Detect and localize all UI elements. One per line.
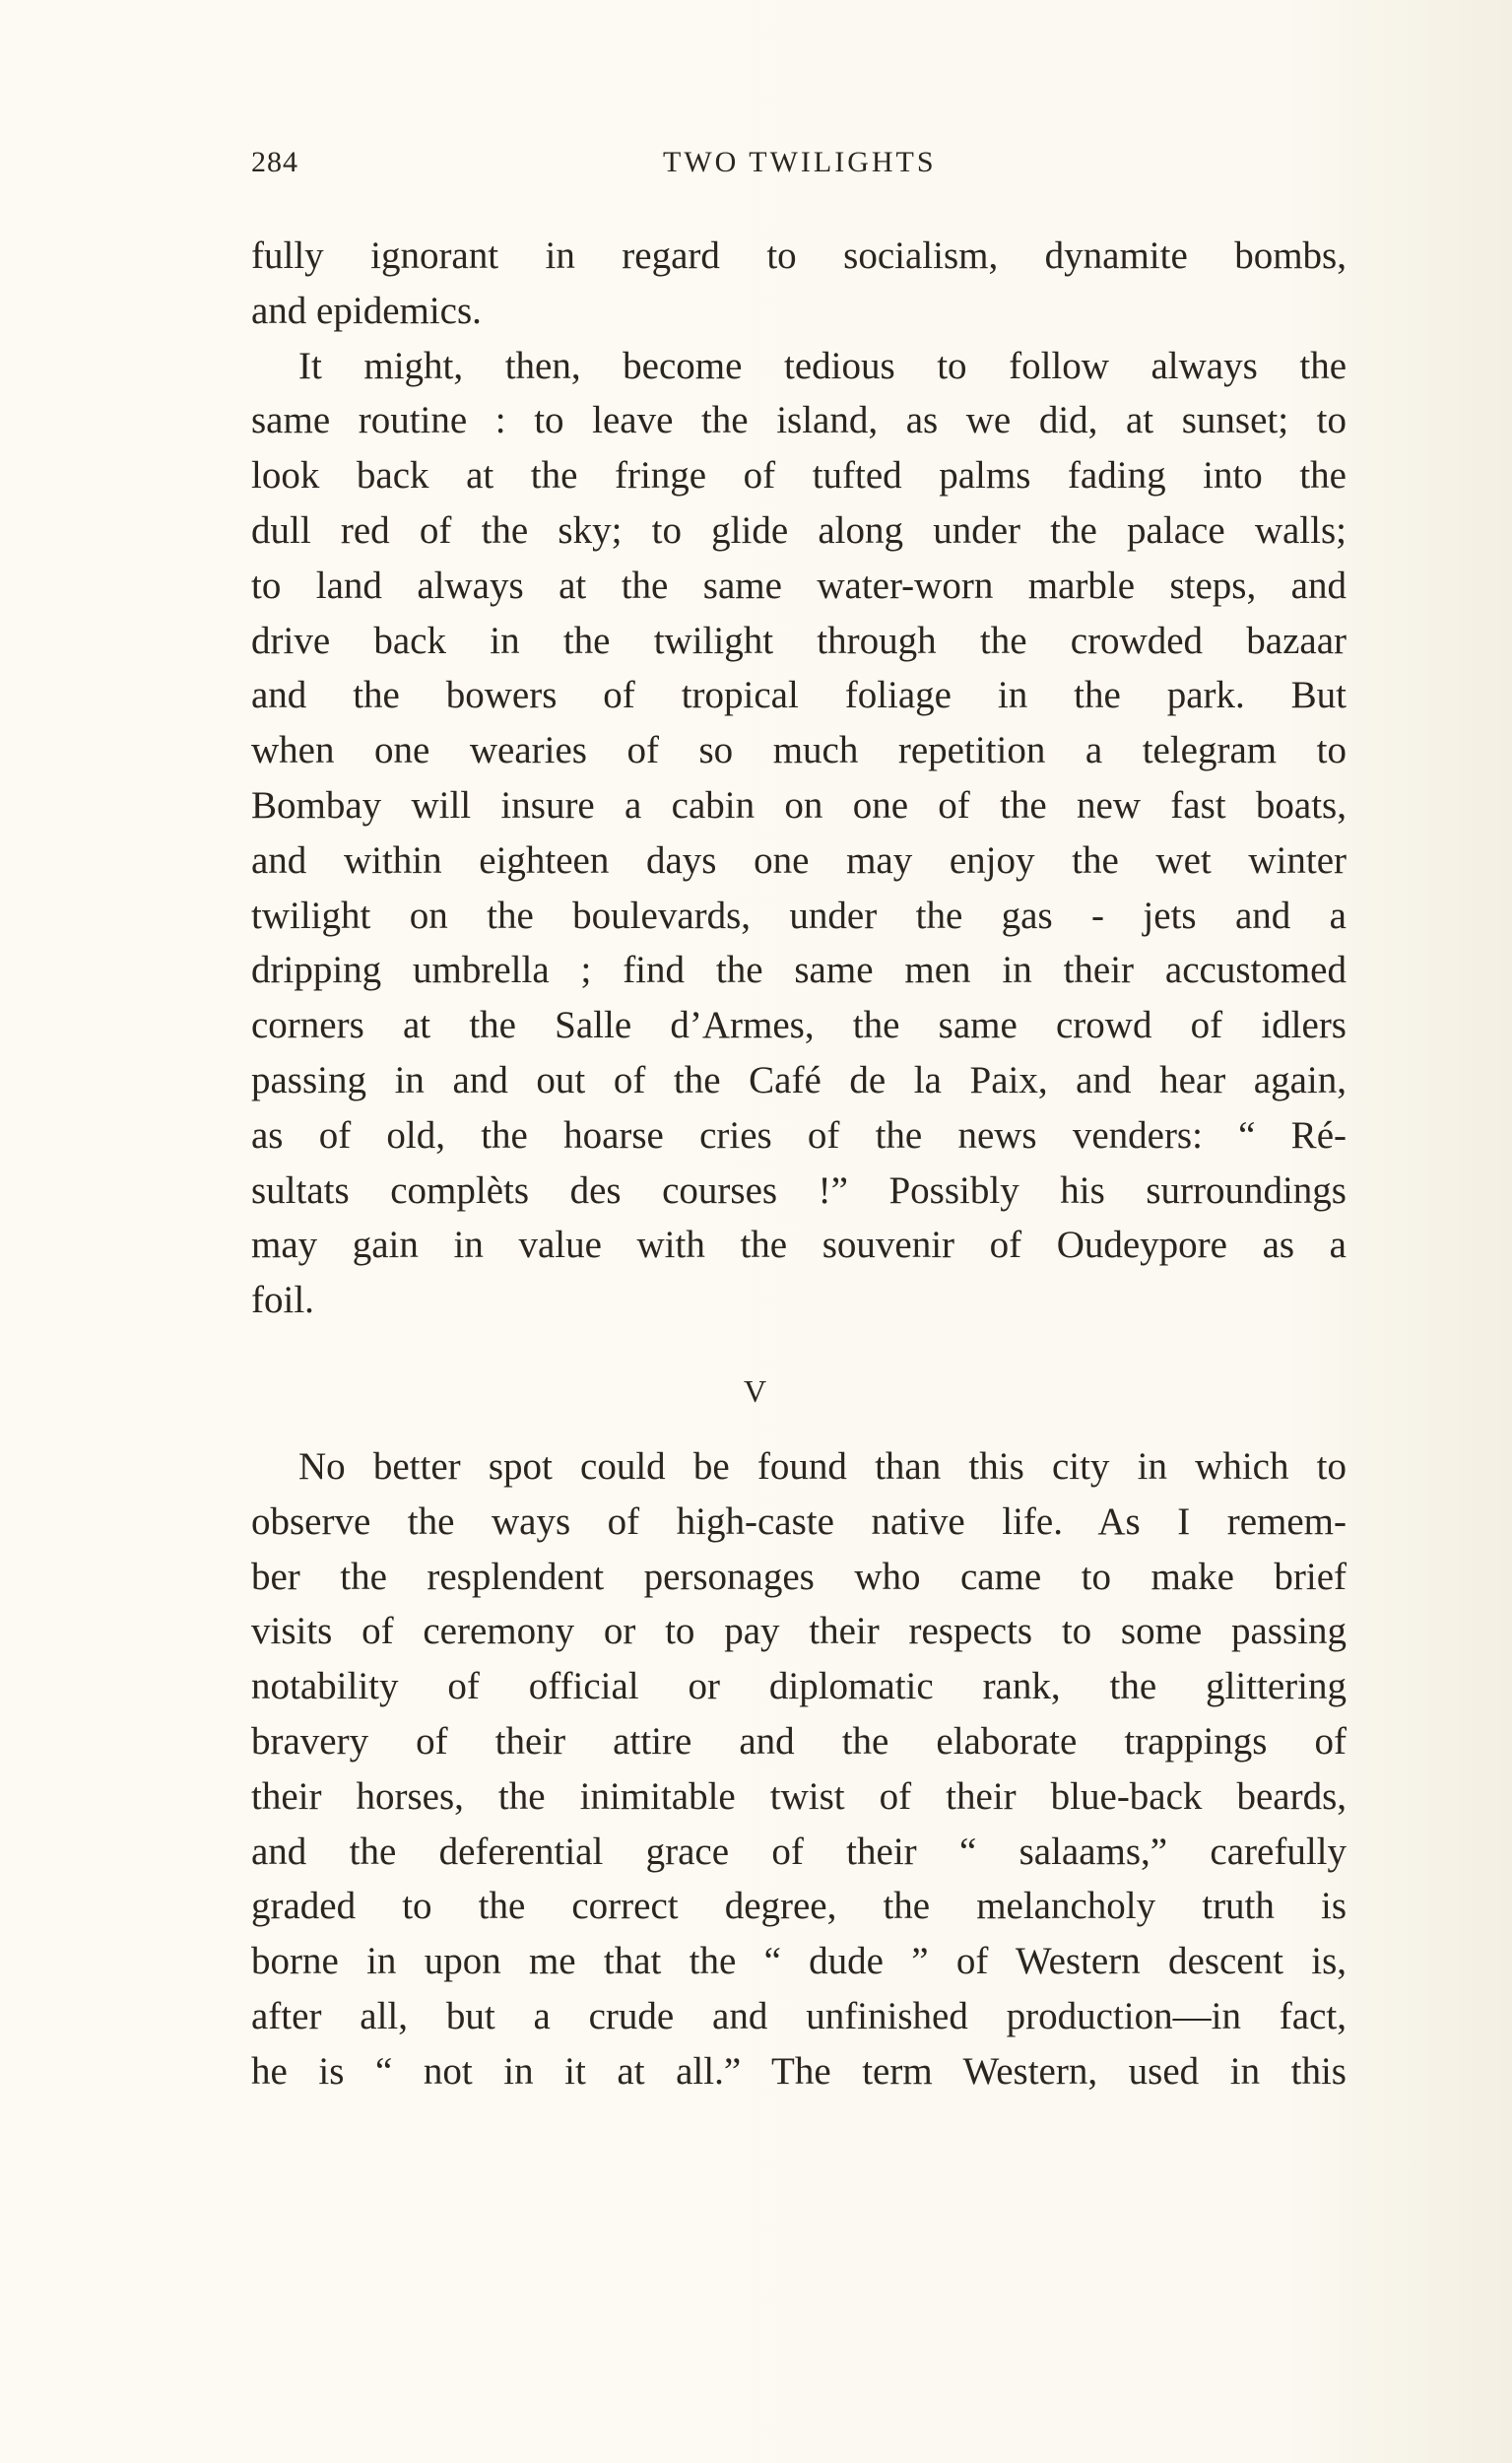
text-line: and the deferential grace of their “ salaams,” carefully bbox=[251, 1830, 1347, 1873]
page-number: 284 bbox=[251, 146, 298, 178]
text-line: he is “ not in it at all.” The term Western, used in this bbox=[251, 2049, 1347, 2093]
text-line: after all, but a crude and unfinished production—in fact, bbox=[251, 1994, 1347, 2037]
page-header bbox=[251, 146, 1347, 193]
text-block-upper bbox=[251, 229, 1347, 1328]
text-line: It might, then, become tedious to follow always the bbox=[298, 344, 1347, 387]
text-line: ber the resplendent personages who came to make brief bbox=[251, 1555, 1347, 1598]
running-head: TWO TWILIGHTS bbox=[663, 146, 937, 178]
text-line: same routine : to leave the island, as we did, at sunset; to bbox=[251, 399, 1347, 442]
text-line: fully ignorant in regard to socialism, dynamite bombs, bbox=[251, 234, 1347, 277]
text-line: passing in and out of the Café de la Paix, and hear again, bbox=[251, 1058, 1347, 1101]
text-line: foil. bbox=[251, 1279, 314, 1322]
section-heading: V bbox=[743, 1373, 769, 1409]
paragraph bbox=[251, 1439, 1347, 2099]
text-line: dripping umbrella ; find the same men in their accustomed bbox=[251, 949, 1347, 992]
text-line: corners at the Salle d’Armes, the same crowd of idlers bbox=[251, 1004, 1347, 1047]
paragraph bbox=[251, 339, 1347, 1328]
text-line: observe the ways of high-caste native life. As I remem- bbox=[251, 1499, 1347, 1543]
text-line: as of old, the hoarse cries of the news venders: “ Ré- bbox=[251, 1113, 1347, 1157]
text-line: borne in upon me that the “ dude ” of Western descent is, bbox=[251, 1940, 1347, 1983]
text-line: drive back in the twilight through the crowded bazaar bbox=[251, 619, 1347, 662]
text-line: twilight on the boulevards, under the gas - jets and a bbox=[251, 894, 1347, 937]
text-line: graded to the correct degree, the melancholy truth is bbox=[251, 1885, 1347, 1928]
text-line: visits of ceremony or to pay their respects to some passing bbox=[251, 1610, 1347, 1653]
text-line: may gain in value with the souvenir of Oudeypore as a bbox=[251, 1224, 1347, 1267]
paragraph bbox=[251, 229, 1347, 339]
text-line: No better spot could be found than this city in which to bbox=[298, 1445, 1347, 1488]
text-line: to land always at the same water-worn marble steps, and bbox=[251, 564, 1347, 607]
text-line: their horses, the inimitable twist of their blue-back beards, bbox=[251, 1774, 1347, 1818]
text-line: bravery of their attire and the elaborate trappings of bbox=[251, 1719, 1347, 1763]
text-line: dull red of the sky; to glide along under the palace walls; bbox=[251, 508, 1347, 552]
text-line: and within eighteen days one may enjoy the wet winter bbox=[251, 838, 1347, 882]
text-line: look back at the fringe of tufted palms fading into the bbox=[251, 454, 1347, 498]
text-block-lower bbox=[251, 1439, 1347, 2099]
text-line: sultats complèts des courses !” Possibly his surroundings bbox=[251, 1168, 1347, 1212]
text-line: notability of official or diplomatic rank, the glittering bbox=[251, 1665, 1347, 1708]
text-line: Bombay will insure a cabin on one of the new fast boats, bbox=[251, 783, 1347, 827]
text-line: and epidemics. bbox=[251, 289, 482, 332]
text-line: and the bowers of tropical foliage in the park. But bbox=[251, 674, 1347, 717]
text-line: when one wearies of so much repetition a telegram to bbox=[251, 729, 1347, 772]
